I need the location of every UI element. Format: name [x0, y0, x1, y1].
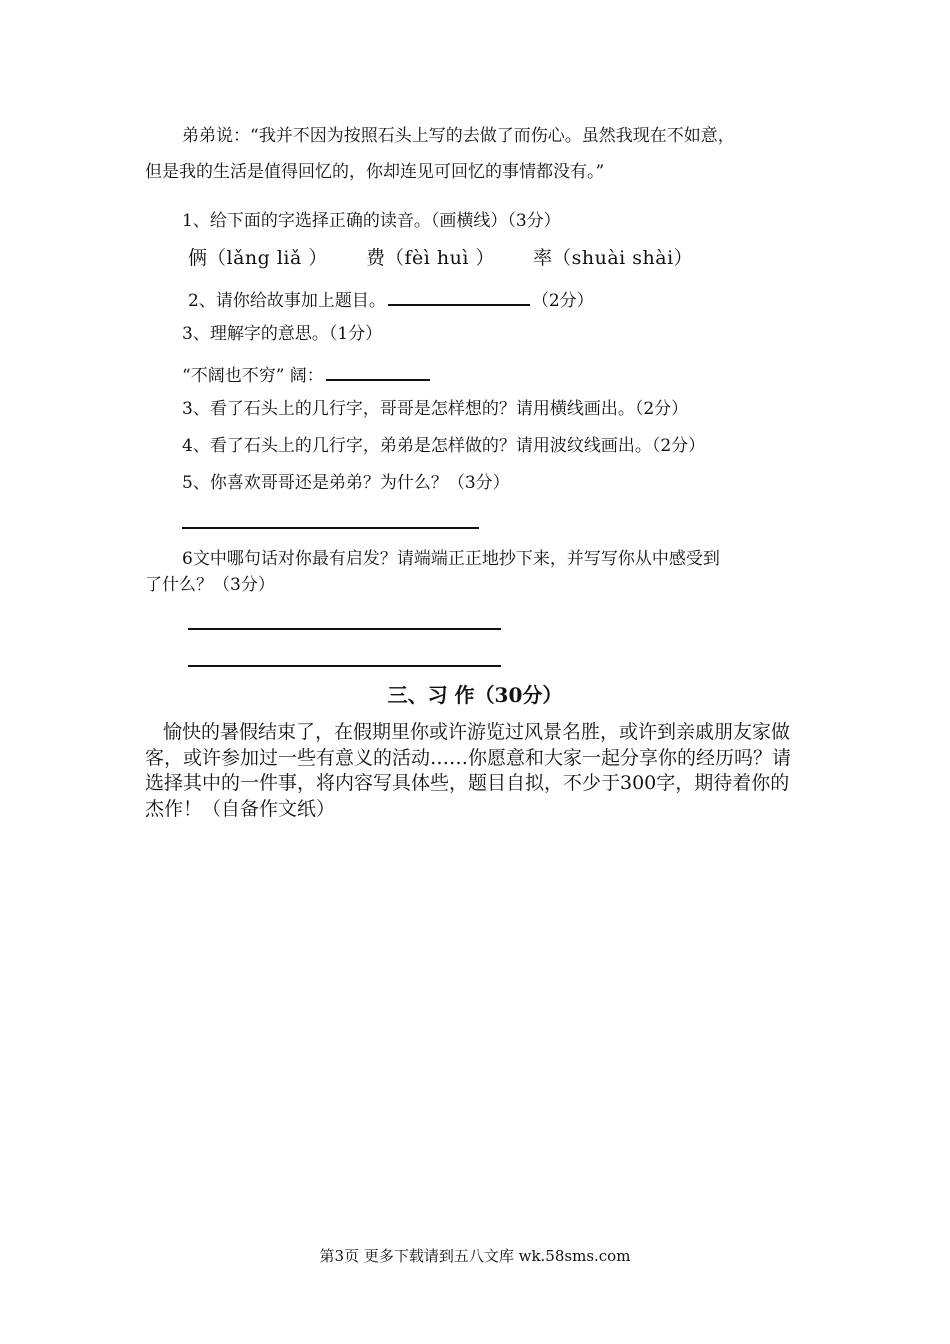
composition-prompt-line-4: 杰作！（自备作文纸） — [145, 798, 336, 820]
question-3-sub-text: “不阔也不穷” 阔： — [182, 366, 324, 386]
question-6-answer-line-2[interactable] — [188, 665, 501, 667]
passage-line-1: 弟弟说：“我并不因为按照石头上写的去做了而伤心。虽然我现在不如意， — [182, 126, 735, 146]
question-3b: 3、看了石头上的几行字，哥哥是怎样想的？请用横线画出。（2分） — [182, 399, 689, 419]
question-6-answer-line-1[interactable] — [188, 628, 501, 630]
question-4: 4、看了石头上的几行字，弟弟是怎样做的？请用波纹线画出。（2分） — [182, 436, 706, 456]
question-6-line-2: 了什么？（3分） — [145, 575, 275, 595]
option-pinyin: （lǎng liǎ ） — [207, 247, 328, 269]
option-char: 费 — [365, 247, 385, 269]
composition-prompt-line-1: 愉快的暑假结束了，在假期里你或许游览过风景名胜，或许到亲戚朋友家做 — [163, 721, 791, 743]
composition-prompt-line-2: 客，或许参加过一些有意义的活动……你愿意和大家一起分享你的经历吗？请 — [145, 747, 792, 769]
question-5: 5、你喜欢哥哥还是弟弟？为什么？（3分） — [182, 473, 510, 493]
question-3-sub — [182, 360, 432, 388]
composition-prompt-line-3: 选择其中的一件事，将内容写具体些，题目自拟，不少于300字，期待着你的 — [145, 772, 790, 794]
title-answer-blank[interactable] — [388, 285, 530, 306]
question-3: 3、理解字的意思。（1分） — [182, 324, 383, 344]
question-2-score: （2分） — [531, 291, 594, 311]
section-3-title: 三、习 作（30分） — [387, 683, 563, 707]
passage-line-2: 但是我的生活是值得回忆的，你却连见可回忆的事情都没有。” — [145, 162, 605, 182]
question-2-text: 2、请你给故事加上题目。 — [188, 291, 386, 311]
option-char: 率 — [533, 247, 553, 269]
question-1-options — [188, 246, 693, 270]
meaning-answer-blank[interactable] — [326, 360, 430, 381]
page-footer: 第3页 更多下载请到五八文库 wk.58sms.com — [319, 1247, 631, 1265]
question-1: 1、给下面的字选择正确的读音。（画横线）（3分） — [182, 211, 561, 231]
question-6-line-1: 6文中哪句话对你最有启发？请端端正正地抄下来，并写写你从中感受到 — [182, 549, 720, 569]
option-pinyin: （shuài shài） — [552, 247, 694, 269]
option-pinyin: （fèì huì ） — [385, 247, 495, 269]
option-char: 俩 — [188, 247, 208, 269]
question-5-answer-line[interactable] — [182, 527, 479, 529]
question-2 — [188, 285, 594, 313]
